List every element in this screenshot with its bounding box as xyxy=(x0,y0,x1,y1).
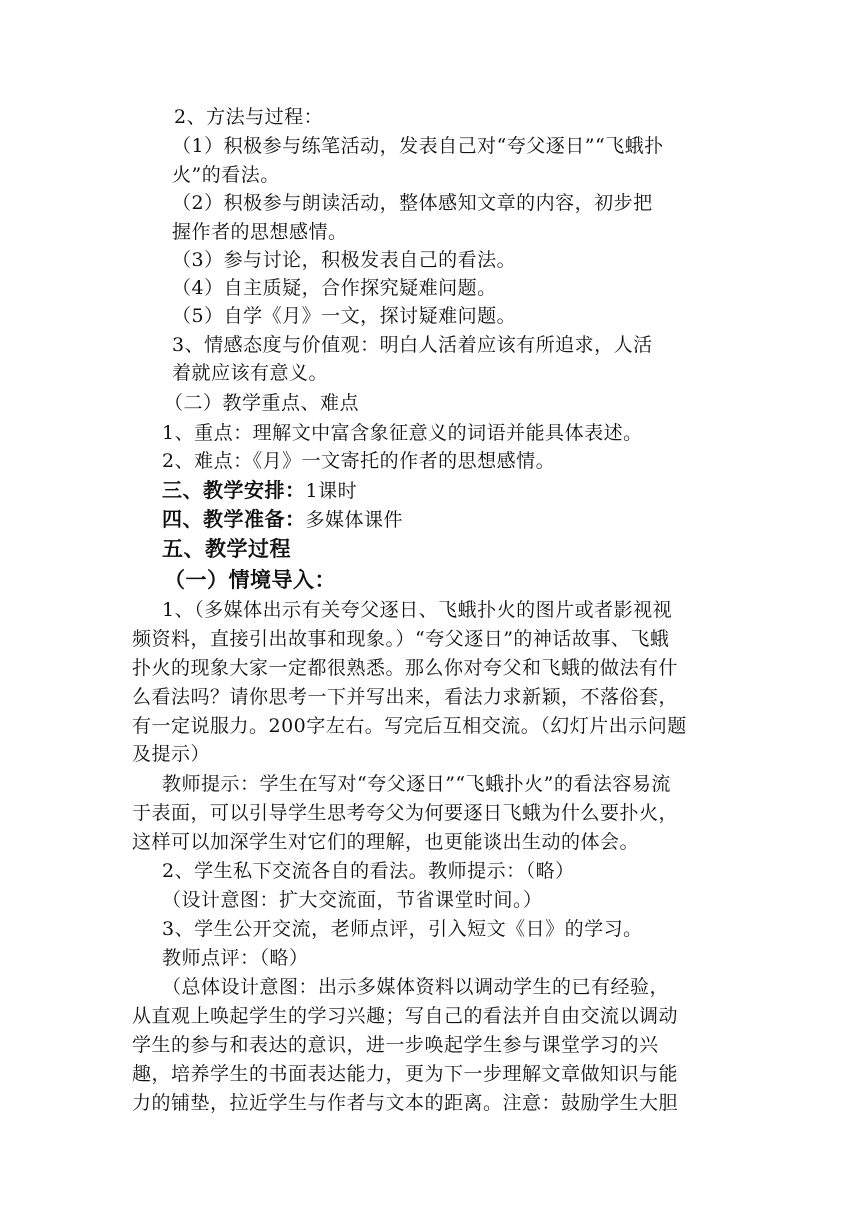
section-heading-process: 五、教学过程 xyxy=(162,537,291,561)
body-line: 及提示） xyxy=(132,743,211,765)
text-line: （5）自学《月》一文，探讨疑难问题。 xyxy=(172,305,517,327)
section-label: 四、教学准备： xyxy=(162,507,306,531)
subsection-heading-intro: （一）情境导入： xyxy=(164,568,336,592)
text-line: （4）自主质疑，合作探究疑难问题。 xyxy=(172,277,497,299)
text-line: 握作者的思想感情。 xyxy=(172,221,348,243)
body-line: 3、学生公开交流，老师点评，引入短文《日》的学习。 xyxy=(162,918,643,940)
body-line: 学生的参与和表达的意识，进一步唤起学生参与课堂学习的兴 xyxy=(132,1034,659,1056)
text-line: 2、难点：《月》一文寄托的作者的思想感情。 xyxy=(162,450,556,472)
text-line: 3、情感态度与价值观：明白人活着应该有所追求，人活 xyxy=(172,334,653,356)
body-line: 教师点评：（略） xyxy=(162,947,309,969)
body-line: 这样可以加深学生对它们的理解，也更能谈出生动的体会。 xyxy=(132,831,640,853)
text-line: （1）积极参与练笔活动，发表自己对“夸父逐日”“飞蛾扑 xyxy=(172,135,664,157)
text-line: 火”的看法。 xyxy=(172,164,280,186)
text-line: （2）积极参与朗读活动，整体感知文章的内容，初步把 xyxy=(172,192,653,214)
body-line: 2、学生私下交流各自的看法。教师提示：（略） xyxy=(162,860,575,882)
section-heading-arrangement xyxy=(162,477,357,504)
body-line: 趣，培养学生的书面表达能力，更为下一步理解文章做知识与能 xyxy=(132,1063,679,1085)
section-value: 1课时 xyxy=(305,480,358,502)
body-line: 扑火的现象大家一定都很熟悉。那么你对夸父和飞蛾的做法有什 xyxy=(132,657,679,679)
text-line: 1、重点：理解文中富含象征意义的词语并能具体表述。 xyxy=(162,422,643,444)
body-line: （总体设计意图：出示多媒体资料以调动学生的已有经验， xyxy=(162,976,670,998)
subheading: （二）教学重点、难点 xyxy=(164,392,360,414)
text-line: 着就应该有意义。 xyxy=(172,362,329,384)
section-heading-preparation xyxy=(162,506,403,533)
body-line: 有一定说服力。200字左右。写完后互相交流。（幻灯片出示问题 xyxy=(132,715,687,737)
section-value: 多媒体课件 xyxy=(305,509,404,531)
body-line: 频资料，直接引出故事和现象。）“夸父逐日”的神话故事、飞蛾 xyxy=(132,628,670,650)
text-line: 2、方法与过程： xyxy=(174,106,324,128)
body-line: 1、（多媒体出示有关夸父逐日、飞蛾扑火的图片或者影视视 xyxy=(162,599,673,621)
text-line: （3）参与讨论，积极发表自己的看法。 xyxy=(172,249,517,271)
body-line: 于表面，可以引导学生思考夸父为何要逐日飞蛾为什么要扑火， xyxy=(132,802,679,824)
body-line: 从直观上唤起学生的学习兴趣；写自己的看法并自由交流以调动 xyxy=(132,1005,679,1027)
body-line: 教师提示：学生在写对“夸父逐日”“飞蛾扑火”的看法容易流 xyxy=(162,773,671,795)
section-label: 三、教学安排： xyxy=(162,478,306,502)
body-line: （设计意图：扩大交流面，节省课堂时间。） xyxy=(162,889,543,911)
body-line: 力的铺垫，拉近学生与作者与文本的距离。注意：鼓励学生大胆 xyxy=(132,1092,679,1114)
body-line: 么看法吗？请你思考一下并写出来，看法力求新颖，不落俗套， xyxy=(132,686,679,708)
